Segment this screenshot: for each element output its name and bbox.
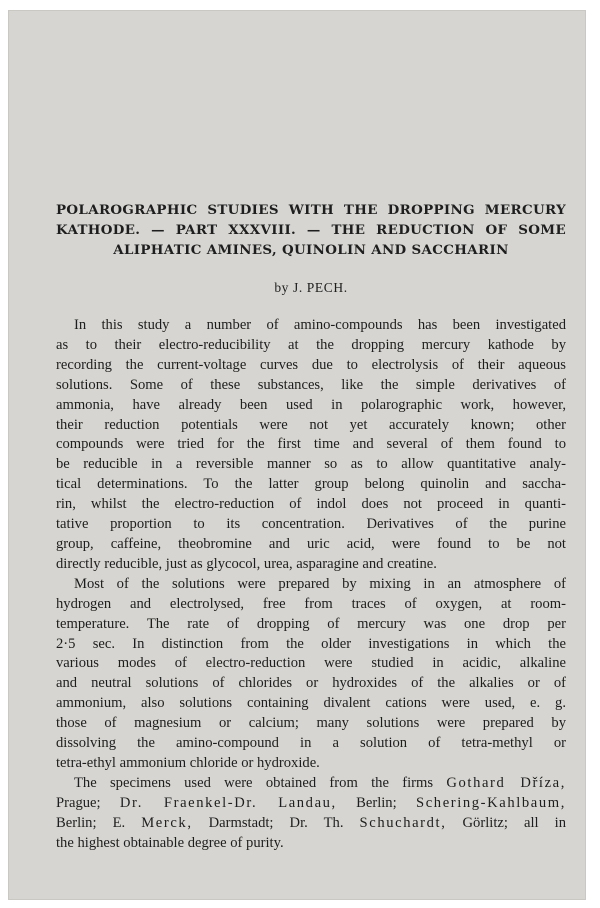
text-line: various modes of electro-reduction were studied in acidic, alkaline: [56, 655, 566, 672]
firm-name: Schuchardt,: [359, 814, 447, 831]
text-line: group, caffeine, theobromine and uric acid, were found to be not: [56, 535, 566, 552]
text-line: tetra-ethyl ammonium chloride or hydroxide.: [56, 754, 320, 771]
text-line: [56, 794, 566, 814]
title-line-3: ALIPHATIC AMINES, QUINOLIN AND SACCHARIN: [113, 242, 509, 258]
firm-name: Gothard Dříza,: [446, 774, 566, 791]
text-line: [56, 774, 566, 794]
text-line: hydrogen and electrolysed, free from traces of oxygen, at room-: [56, 595, 566, 612]
text-run: Berlin;: [336, 794, 416, 811]
text-line: those of magnesium or calcium; many solutions were prepared by: [56, 715, 566, 732]
text-line: Most of the solutions were prepared by mixing in an atmosphere of: [74, 575, 566, 592]
text-run: Prague;: [56, 794, 120, 811]
text-line: rin, whilst the electro-reduction of indol does not proceed in quanti-: [56, 496, 566, 513]
title-line-2: KATHODE. — PART XXXVIII. — THE REDUCTION OF SOME: [56, 222, 566, 238]
text-line: directly reducible, just as glycocol, urea, asparagine and creatine.: [56, 555, 437, 572]
text-line: recording the current-voltage curves due to electrolysis of their aqueous: [56, 356, 566, 373]
firm-name: Dr. Fraenkel-Dr. Landau,: [119, 794, 337, 811]
text-line: temperature. The rate of dropping of mercury was one drop per: [56, 615, 566, 632]
text-line: tical determinations. To the latter group belong quinolin and saccha-: [56, 476, 566, 493]
paragraph-3: [56, 774, 566, 854]
text-line: tative proportion to its concentration. Derivatives of the purine: [56, 516, 566, 533]
text-line: and neutral solutions of chlorides or hydroxides of the alkalies or of: [56, 675, 566, 692]
paragraph-1: [56, 316, 566, 575]
text-line: 2·5 sec. In distinction from the older investigations in which the: [56, 635, 566, 652]
text-run: The specimens used were obtained from the firms: [74, 774, 447, 791]
article-title: [56, 200, 566, 260]
text-run: Darmstadt; Dr. Th.: [192, 814, 360, 831]
text-line: as to their electro-reducibility at the dropping mercury kathode by: [56, 336, 566, 353]
text-line: compounds were tried for the first time and several of them found to: [56, 436, 566, 453]
paper-sheet: [8, 10, 586, 900]
paragraph-2: [56, 575, 566, 774]
text-run: Berlin; E.: [56, 814, 142, 831]
article: [56, 200, 566, 853]
text-line: the highest obtainable degree of purity.: [56, 834, 284, 851]
author-byline: by J. PECH.: [274, 280, 348, 295]
article-body: [56, 316, 566, 853]
text-line: In this study a number of amino-compounds has been investigated: [74, 317, 566, 333]
text-line: [56, 814, 566, 834]
firm-name: Schering-Kahlbaum,: [416, 794, 566, 811]
title-line-1: POLAROGRAPHIC STUDIES WITH THE DROPPING MERCURY: [56, 202, 566, 218]
text-run: Görlitz; all in: [446, 814, 566, 831]
text-line: dissolving the amino-compound in a solution of tetra-methyl or: [56, 735, 566, 752]
text-line: ammonium, also solutions containing divalent cations were used, e. g.: [56, 695, 566, 712]
text-line: be reducible in a reversible manner so as to allow quantitative analy-: [56, 456, 566, 473]
text-line: ammonia, have already been used in polarographic work, however,: [56, 396, 566, 413]
firm-name: Merck,: [141, 814, 193, 831]
text-line: their reduction potentials were not yet accurately known; other: [56, 416, 566, 433]
text-line: solutions. Some of these substances, like the simple derivatives of: [56, 376, 566, 393]
